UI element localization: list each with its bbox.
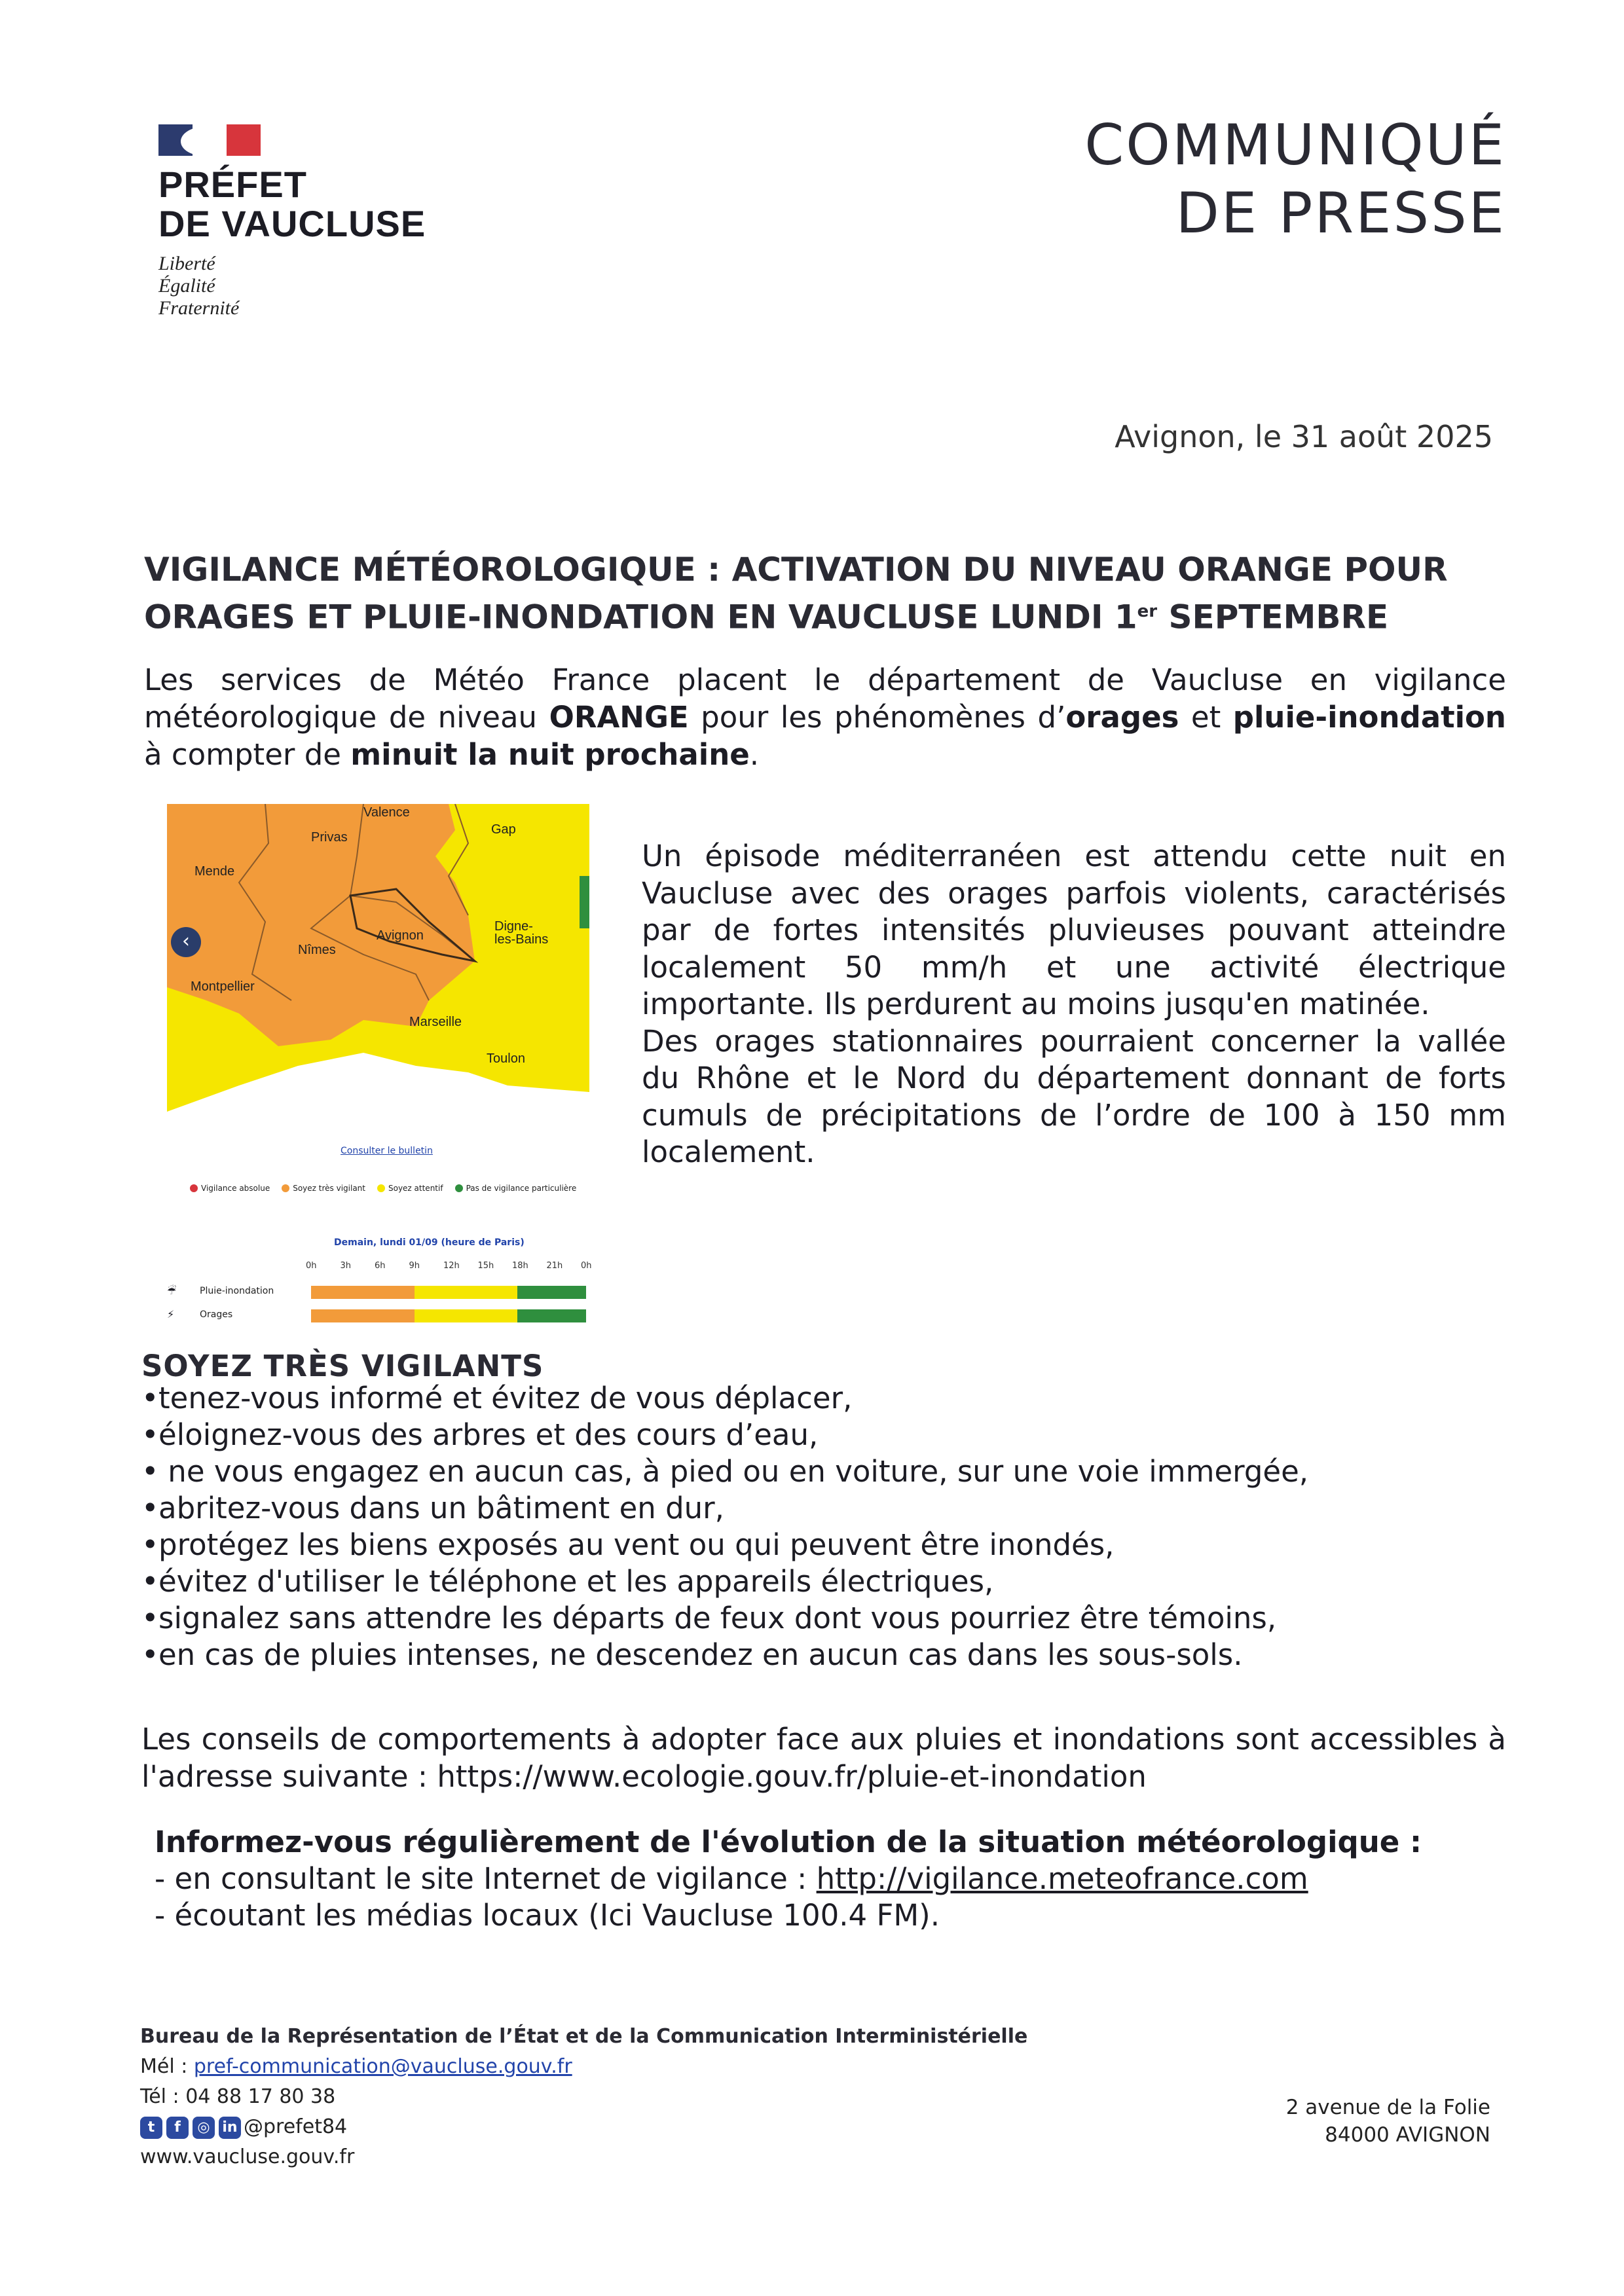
legend-dot-icon [282,1184,289,1192]
map-city-label: Nîmes [298,943,336,957]
document-type: COMMUNIQUÉ DE PRESSE [1084,113,1506,246]
legend-item: Soyez attentif [377,1184,443,1193]
episode-paragraph: Un épisode méditerranéen est attendu cette nuit en Vaucluse avec des orages parfois violents, caractérisés par de fortes intensités pluvieuses pouvant atteindre localement 50 mm/h et une activité électrique importante. Ils perdurent au moins jusqu'en matinée. [642,839,1506,1021]
timeline-hour-label: 12h [443,1261,460,1271]
timeline-segment [517,1309,586,1322]
consult-bulletin-link[interactable]: Consulter le bulletin [341,1146,433,1156]
advice-item: •tenez-vous informé et évitez de vous déplacer, [141,1381,853,1415]
timeline-segment [311,1309,415,1322]
advice-item: •éloignez-vous des arbres et des cours d’eau, [141,1417,819,1452]
footer-tel: Tél : 04 88 17 80 38 [140,2085,336,2108]
advice-item: •signalez sans attendre les départs de feux dont vous pourriez être témoins, [141,1601,1277,1635]
republic-motto: Liberté Égalité Fraternité [158,253,240,319]
map-city-label: Digne- [494,919,533,934]
legend-item: Pas de vigilance particulière [455,1184,577,1193]
footer-email-link[interactable]: pref-communication@vaucluse.gouv.fr [193,2055,572,2078]
prefecture-logo [158,124,434,319]
map-legend [190,1184,602,1193]
timeline-row-label: Orages [200,1309,233,1320]
timeline-row-pluie [167,1285,586,1300]
legend-dot-icon [377,1184,385,1192]
advice-list [141,1380,1517,1673]
map-city-label: Valence [363,805,410,820]
timeline-segment [517,1286,586,1299]
footer-social-line: t f ◎ in @prefet84 [140,2112,1027,2142]
timeline-heading: Demain, lundi 01/09 (heure de Paris) [334,1237,525,1248]
info-line: - écoutant les médias locaux (Ici Vaucluse 100.4 FM). [155,1898,940,1933]
advice-item: •évitez d'utiliser le téléphone et les appareils électriques, [141,1564,994,1599]
footer-bureau: Bureau de la Représentation de l’État et de la Communication Interministérielle [140,2025,1028,2048]
footer-mail-line: Mél : pref-communication@vaucluse.gouv.fr [140,2055,572,2078]
vigilance-timeline [167,1237,592,1342]
advice-item: •abritez-vous dans un bâtiment en dur, [141,1491,724,1525]
map-regions [167,804,589,1144]
timeline-segment [415,1286,518,1299]
footer-website[interactable]: www.vaucluse.gouv.fr [140,2145,355,2168]
map-city-label: Privas [311,830,348,845]
info-line: - en consultant le site Internet de vigilance : http://vigilance.meteofrance.com [155,1861,1308,1896]
legend-dot-icon [190,1184,198,1192]
legend-item: Vigilance absolue [190,1184,270,1193]
info-section [155,1824,1517,1934]
marianne-flag-icon [158,124,261,156]
instagram-icon[interactable]: ◎ [193,2117,215,2139]
map-city-label: Mende [194,864,235,879]
facebook-icon[interactable]: f [166,2117,189,2139]
map-city-label: Marseille [409,1015,462,1029]
vigilance-site-link[interactable]: http://vigilance.meteofrance.com [816,1861,1308,1896]
map-city-label: Gap [491,822,516,837]
info-heading: Informez-vous régulièrement de l'évolution de la situation météorologique : [155,1825,1422,1859]
map-prev-arrow-icon[interactable]: ‹ [171,927,201,957]
timeline-row-label: Pluie-inondation [200,1286,274,1296]
timeline-segment [415,1309,518,1322]
twitter-icon[interactable]: t [140,2117,162,2139]
timeline-hour-label: 0h [306,1261,317,1271]
footer-address: 2 avenue de la Folie 84000 AVIGNON [1285,2096,1490,2147]
advice-item: •protégez les biens exposés au vent ou qui peuvent être inondés, [141,1527,1115,1562]
press-release-title: VIGILANCE MÉTÉOROLOGIQUE : ACTIVATION DU NIVEAU ORANGE POUR ORAGES ET PLUIE-INONDATION EN VAUCLUSE LUNDI 1er SEPTEMBRE [144,551,1448,636]
rain-flood-icon: ☔ [167,1285,177,1297]
thunderstorm-icon: ⚡ [167,1308,175,1321]
map-city-label: les-Bains [494,932,549,947]
footer-contacts [140,2022,1027,2172]
timeline-hour-label: 18h [512,1261,528,1271]
episode-paragraph: Des orages stationnaires pourraient concerner la vallée du Rhône et le Nord du département donnant de forts cumuls de précipitations de l’ordre de 100 à 150 mm localement. [642,1023,1506,1169]
advice-item: • ne vous engagez en aucun cas, à pied ou en voiture, sur une voie immergée, [141,1454,1309,1489]
timeline-hour-label: 9h [409,1261,420,1271]
advice-item: •en cas de pluies intenses, ne descendez en aucun cas dans les sous-sols. [141,1637,1243,1672]
prefet-name: PRÉFET DE VAUCLUSE [158,164,426,244]
map-city-label: Montpellier [191,979,255,994]
timeline-hour-label: 6h [375,1261,386,1271]
date-line: Avignon, le 31 août 2025 [1115,419,1493,454]
episode-description [642,838,1506,1171]
vigilance-heading: SOYEZ TRÈS VIGILANTS [141,1349,544,1383]
legend-dot-icon [455,1184,463,1192]
map-city-label: Toulon [487,1051,525,1066]
legend-item: Soyez très vigilant [282,1184,365,1193]
intro-paragraph: Les services de Météo France placent le département de Vaucluse en vigilance météorologique de niveau ORANGE pour les phénomènes d’orages et pluie-inondation à compter de minuit la nuit prochaine. [144,663,1506,772]
vigilance-map [167,804,589,1144]
map-city-label: Avignon [377,928,424,943]
timeline-row-orages [167,1308,586,1324]
timeline-hour-label: 3h [340,1261,352,1271]
timeline-hour-label: 15h [477,1261,494,1271]
timeline-segment [311,1286,415,1299]
timeline-hour-label: 0h [581,1261,592,1271]
timeline-hour-label: 21h [546,1261,563,1271]
conseils-paragraph: Les conseils de comportements à adopter face aux pluies et inondations sont accessibles à l'adresse suivante : https://www.ecologie.gouv.fr/pluie-et-inondation [141,1722,1506,1794]
linkedin-icon[interactable]: in [219,2117,241,2139]
